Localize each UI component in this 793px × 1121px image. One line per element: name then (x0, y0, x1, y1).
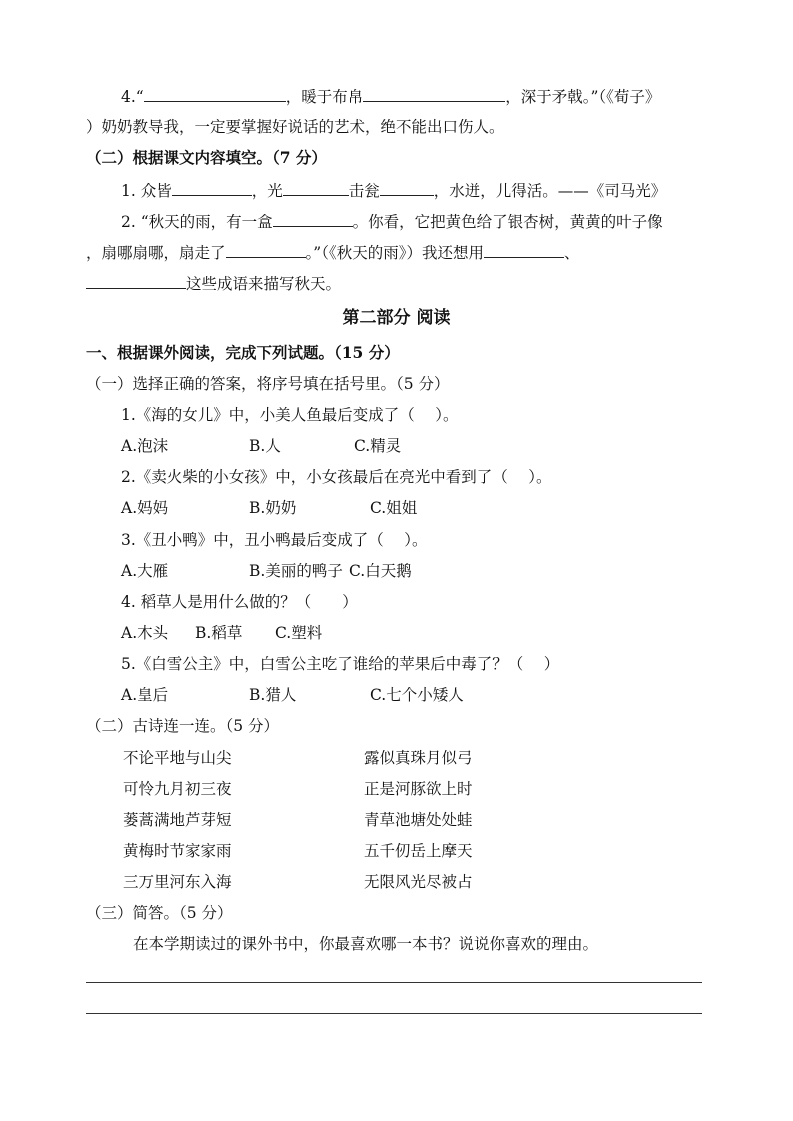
choice-option[interactable]: B.美丽的鸭子 (249, 562, 343, 580)
fill-question-2 (121, 210, 663, 233)
fill-question-1-text-d: ，水迸，儿得活。——《司马光》 (433, 182, 667, 200)
choice-option[interactable]: C.塑料 (275, 624, 323, 642)
subsection-heading-short-answer: （三）简答。（5 分） (86, 904, 233, 922)
question-4-number: 4. (121, 88, 136, 106)
fill-question-2-text-e: 、 (563, 244, 580, 262)
question-4-close: ，深于矛戟。”（《荀子》 (505, 88, 661, 106)
poem-right[interactable]: 无限风光尽被占 (364, 873, 473, 891)
choice-option[interactable]: C.精灵 (354, 437, 402, 455)
fill-question-2-text-b: 。你看，它把黄色给了银杏树，黄黄的叶子像 (352, 213, 663, 231)
poem-left[interactable]: 三万里河东入海 (123, 873, 232, 891)
answer-blank[interactable] (380, 179, 434, 196)
poem-left[interactable]: 蒌蒿满地芦芽短 (123, 811, 232, 829)
fill-question-2-number: 2. (121, 213, 136, 231)
answer-line[interactable] (86, 982, 702, 983)
fill-question-2-line-3 (86, 272, 341, 295)
choice-option[interactable]: A.泡沫 (121, 437, 169, 455)
poem-left[interactable]: 黄梅时节家家雨 (123, 842, 232, 860)
poem-right[interactable]: 五千仞岳上摩天 (364, 842, 473, 860)
choice-option[interactable]: B.奶奶 (249, 499, 297, 517)
fill-question-2-text-a: “秋天的雨，有一盒 (140, 213, 273, 231)
poem-left[interactable]: 可怜九月初三夜 (123, 780, 232, 798)
choice-option[interactable]: C.姐姐 (370, 499, 418, 517)
choice-option[interactable]: A.妈妈 (121, 499, 169, 517)
subsection-heading-choice: （一）选择正确的答案，将序号填在括号里。（5 分） (86, 375, 450, 393)
poem-left[interactable]: 不论平地与山尖 (123, 749, 232, 767)
choice-option[interactable]: C.白天鹅 (349, 562, 412, 580)
poem-right[interactable]: 青草池塘处处蛙 (364, 811, 473, 829)
fill-question-1-text-a: 众皆 (140, 182, 172, 200)
question-4 (121, 85, 660, 108)
fill-question-2-line-2 (86, 241, 579, 264)
answer-blank[interactable] (86, 272, 186, 289)
choice-question: 5.《白雪公主》中，白雪公主吃了谁给的苹果后中毒了？（ ） (121, 655, 560, 673)
choice-option[interactable]: C.七个小矮人 (370, 686, 464, 704)
answer-line[interactable] (86, 1013, 702, 1014)
choice-option[interactable]: A.大雁 (121, 562, 169, 580)
choice-question: 4. 稻草人是用什么做的？（ ） (121, 593, 358, 611)
answer-blank[interactable] (484, 241, 564, 258)
choice-option[interactable]: A.木头 (121, 624, 169, 642)
choice-question: 2.《卖火柴的小女孩》中，小女孩最后在亮光中看到了（ ）。 (121, 468, 552, 486)
fill-question-1-text-c: 击瓮 (348, 182, 380, 200)
short-answer-question: 在本学期读过的课外书中，你最喜欢哪一本书？说说你喜欢的理由。 (133, 935, 599, 953)
answer-blank[interactable] (144, 85, 286, 102)
choice-option[interactable]: A.皇后 (121, 686, 169, 704)
fill-question-2-text-d: 。”（《秋天的雨》）我还想用 (305, 244, 484, 262)
choice-option[interactable]: B.稻草 (195, 624, 243, 642)
choice-option[interactable]: B.人 (249, 437, 281, 455)
answer-blank[interactable] (283, 179, 349, 196)
poem-right[interactable]: 露似真珠月似弓 (364, 749, 473, 767)
fill-question-1 (121, 179, 666, 202)
choice-option[interactable]: B.猎人 (249, 686, 297, 704)
answer-blank[interactable] (273, 210, 353, 227)
choice-question: 1.《海的女儿》中，小美人鱼最后变成了（ ）。 (121, 406, 459, 424)
section-heading-fill-in: （二）根据课文内容填空。（7 分） (86, 148, 327, 167)
part-title: 第二部分 阅读 (342, 308, 451, 328)
choice-question: 3.《丑小鸭》中，丑小鸭最后变成了（ ）。 (121, 531, 428, 549)
answer-blank[interactable] (363, 85, 505, 102)
answer-blank[interactable] (172, 179, 252, 196)
answer-blank[interactable] (226, 241, 306, 258)
question-4-line-2: ）奶奶教导我，一定要掌握好说话的艺术，绝不能出口伤人。 (86, 118, 505, 136)
poem-right[interactable]: 正是河豚欲上时 (364, 780, 473, 798)
section-heading-reading: 一、根据课外阅读，完成下列试题。（15 分） (86, 343, 400, 362)
fill-question-1-number: 1. (121, 182, 136, 200)
fill-question-2-text-c: ，扇哪扇哪，扇走了 (86, 244, 226, 262)
subsection-heading-poems: （二）古诗连一连。（5 分） (86, 717, 280, 735)
question-4-middle: ，暖于布帛 (285, 88, 364, 106)
fill-question-2-text-f: 这些成语来描写秋天。 (186, 275, 342, 293)
fill-question-1-text-b: ，光 (251, 182, 283, 200)
question-4-open-quote: “ (135, 88, 144, 106)
